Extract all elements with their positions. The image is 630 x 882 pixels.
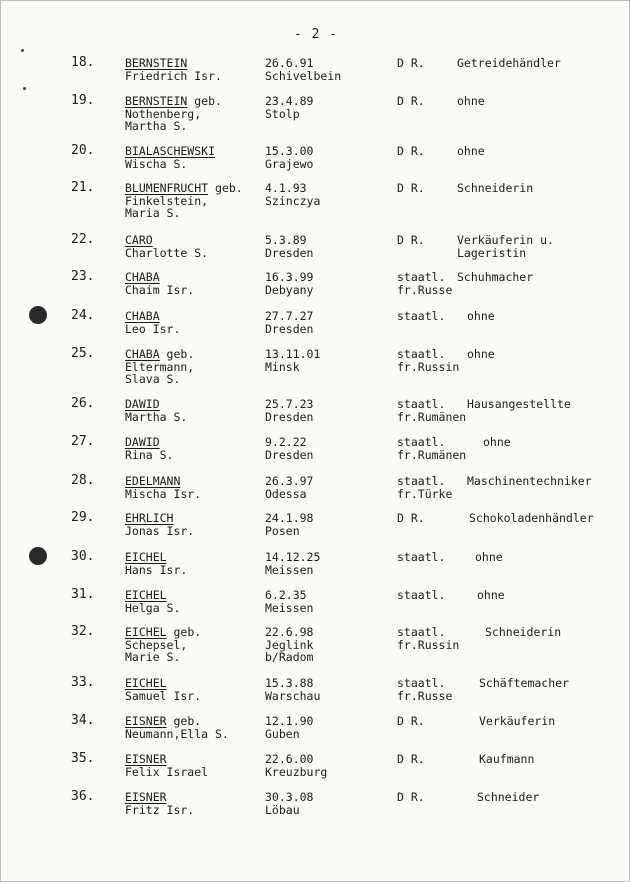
name-line: Rina S.: [125, 447, 174, 462]
entry-nationality: [397, 791, 425, 804]
birth-place: Löbau: [265, 802, 300, 817]
entry-surname: EICHEL: [125, 625, 167, 639]
entry-occupation: [457, 145, 485, 158]
entry-occupation: [457, 57, 561, 70]
name-line: [125, 475, 201, 488]
entry-surname: EISNER: [125, 752, 167, 766]
occupation-line: Hausangestellte: [467, 397, 571, 411]
entry-number: 29.: [71, 510, 95, 525]
entry-number: 21.: [71, 180, 95, 195]
name-line: Marie S.: [125, 650, 181, 664]
entry-occupation: [467, 398, 571, 411]
name-line: Mischa Isr.: [125, 486, 202, 501]
name-line: Schepsel,: [125, 637, 188, 652]
nationality-line: staatl.: [397, 550, 446, 564]
entry-nationality: [397, 512, 425, 525]
entry-nationality: [397, 145, 425, 158]
entry-surname: CARO: [125, 233, 153, 247]
entry-name: [125, 715, 229, 740]
occupation-line: ohne: [467, 347, 495, 361]
entry-number: 18.: [71, 55, 95, 70]
birth-place: b/Radom: [265, 650, 314, 664]
entry-nationality: [397, 475, 452, 500]
entry-nationality: [397, 715, 425, 728]
entry-name: [125, 182, 243, 220]
name-line: Slava S.: [125, 372, 181, 386]
entry-occupation: [457, 271, 533, 284]
birth-date: 30.3.08: [265, 790, 314, 804]
entry-surname: EISNER: [125, 790, 167, 804]
entry-nationality: [397, 95, 425, 108]
name-line: [125, 589, 180, 602]
entry-birth: [265, 182, 320, 207]
entry-surname: EICHEL: [125, 550, 167, 564]
nationality-line: D R.: [397, 233, 425, 247]
occupation-line: Schäftemacher: [479, 676, 570, 690]
entry-nationality: [397, 234, 425, 247]
entry-number: 27.: [71, 434, 95, 449]
name-line: [125, 348, 194, 361]
nationality-line: fr.Russe: [397, 688, 453, 703]
name-line: [125, 57, 222, 70]
page-number: - 2 -: [293, 27, 339, 42]
entry-occupation: [457, 95, 485, 108]
occupation-line: Schneider: [477, 790, 540, 804]
name-line: [125, 95, 222, 108]
birth-date: 25.7.23: [265, 397, 314, 411]
nationality-line: staatl.: [397, 625, 446, 639]
birth-date: 16.3.99: [265, 270, 314, 284]
name-line: [125, 677, 201, 690]
nationality-line: staatl.: [397, 347, 446, 361]
entry-surname: EICHEL: [125, 588, 167, 602]
name-line: [125, 551, 187, 564]
punch-hole: [29, 306, 47, 324]
name-line: [125, 145, 215, 158]
entry-surname: BIALASCHEWSKI: [125, 144, 216, 158]
birth-date: 26.6.91: [265, 56, 314, 70]
nationality-line: fr.Rumänen: [397, 409, 467, 424]
birth-place: Dresden: [265, 321, 314, 336]
birth-place: Jeglink: [265, 637, 314, 652]
paper-speck: [21, 49, 24, 52]
nationality-line: fr.Russe: [397, 282, 453, 297]
entry-number: 25.: [71, 346, 95, 361]
entry-birth: [265, 677, 320, 702]
occupation-line: ohne: [477, 588, 505, 602]
birth-place: Meissen: [265, 600, 314, 615]
entry-nationality: [397, 551, 445, 564]
entry-birth: [265, 57, 341, 82]
birth-date: 5.3.89: [265, 233, 307, 247]
birth-date: 26.3.97: [265, 474, 314, 488]
name-suffix: geb.: [166, 625, 202, 639]
entry-occupation: [477, 589, 505, 602]
occupation-line: Kaufmann: [479, 752, 535, 766]
name-line: [125, 234, 208, 247]
entry-number: 24.: [71, 308, 95, 323]
name-line: Finkelstein,: [125, 193, 209, 208]
entry-surname: EICHEL: [125, 676, 167, 690]
entry-surname: CHABA: [125, 347, 160, 361]
birth-date: 14.12.25: [265, 550, 321, 564]
birth-place: Odessa: [265, 486, 307, 501]
entry-name: [125, 398, 187, 423]
entry-birth: [265, 436, 313, 461]
entry-surname: DAWID: [125, 397, 160, 411]
nationality-line: D R.: [397, 511, 425, 525]
entry-birth: [265, 271, 313, 296]
entry-surname: EISNER: [125, 714, 167, 728]
name-line: Wischa S.: [125, 156, 188, 171]
entry-name: [125, 310, 180, 335]
name-line: Fritz Isr.: [125, 802, 195, 817]
birth-place: Meissen: [265, 562, 314, 577]
entry-surname: EHRLICH: [125, 511, 174, 525]
nationality-line: fr.Rumänen: [397, 447, 467, 462]
name-line: Hans Isr.: [125, 562, 188, 577]
entry-number: 23.: [71, 269, 95, 284]
entry-occupation: [467, 310, 495, 323]
name-line: [125, 398, 187, 411]
nationality-line: staatl.: [397, 588, 446, 602]
occupation-line: Schneiderin: [457, 181, 534, 195]
occupation-line: ohne: [483, 435, 511, 449]
entry-birth: [265, 310, 313, 335]
birth-place: Warschau: [265, 688, 321, 703]
birth-date: 12.1.90: [265, 714, 314, 728]
occupation-line: Getreidehändler: [457, 56, 561, 70]
entry-birth: [265, 589, 313, 614]
name-suffix: geb.: [208, 181, 243, 195]
entry-occupation: [483, 436, 511, 449]
entry-nationality: [397, 182, 425, 195]
entry-number: 34.: [71, 713, 95, 728]
birth-place: Stolp: [265, 106, 300, 121]
name-line: [125, 512, 194, 525]
entry-occupation: [467, 348, 495, 361]
entry-birth: [265, 715, 313, 740]
entry-number: 31.: [71, 587, 95, 602]
nationality-line: staatl.: [397, 435, 446, 449]
entry-name: [125, 626, 201, 664]
name-line: Jonas Isr.: [125, 523, 195, 538]
entry-occupation: [469, 512, 594, 525]
entry-name: [125, 271, 194, 296]
entry-number: 28.: [71, 473, 95, 488]
entry-occupation: [475, 551, 503, 564]
entry-occupation: [477, 791, 539, 804]
birth-place: Szinczya: [265, 193, 321, 208]
name-line: Maria S.: [125, 206, 181, 220]
entry-nationality: [397, 677, 452, 702]
entry-name: [125, 95, 222, 133]
entry-surname: BLUMENFRUCHT: [125, 181, 209, 195]
entry-name: [125, 475, 201, 500]
entry-number: 26.: [71, 396, 95, 411]
entry-name: [125, 512, 194, 537]
birth-date: 4.1.93: [265, 181, 307, 195]
nationality-line: staatl.: [397, 309, 446, 323]
entry-name: [125, 145, 215, 170]
entry-occupation: [457, 182, 533, 195]
occupation-line: ohne: [475, 550, 503, 564]
occupation-line: Verkäuferin u.: [457, 233, 554, 247]
birth-date: 23.4.89: [265, 94, 314, 108]
entry-name: [125, 677, 201, 702]
entry-birth: [265, 234, 313, 259]
entry-birth: [265, 95, 313, 120]
entry-number: 20.: [71, 143, 95, 158]
occupation-line: ohne: [457, 94, 485, 108]
entry-birth: [265, 512, 313, 537]
entry-nationality: [397, 626, 459, 651]
name-line: Martha S.: [125, 409, 188, 424]
entry-nationality: [397, 589, 445, 602]
entry-number: 33.: [71, 675, 95, 690]
birth-place: Dresden: [265, 409, 314, 424]
nationality-line: D R.: [397, 181, 425, 195]
name-line: [125, 626, 201, 639]
birth-date: 22.6.98: [265, 625, 314, 639]
entry-name: [125, 753, 208, 778]
entry-surname: BERNSTEIN: [125, 56, 188, 70]
birth-place: Dresden: [265, 245, 314, 260]
birth-date: 22.6.00: [265, 752, 314, 766]
birth-place: Dresden: [265, 447, 314, 462]
nationality-line: staatl.: [397, 270, 446, 284]
entry-birth: [265, 753, 327, 778]
nationality-line: staatl.: [397, 474, 446, 488]
entry-occupation: [479, 753, 534, 766]
entry-nationality: [397, 310, 445, 323]
name-suffix: geb.: [166, 714, 202, 728]
birth-place: Guben: [265, 726, 300, 741]
name-line: Helga S.: [125, 600, 181, 615]
occupation-line: Maschinentechniker: [467, 474, 592, 488]
occupation-line: ohne: [467, 309, 495, 323]
birth-date: 27.7.27: [265, 309, 314, 323]
name-line: Friedrich Isr.: [125, 68, 222, 83]
name-suffix: geb.: [159, 347, 195, 361]
name-line: Leo Isr.: [125, 321, 181, 336]
entry-surname: CHABA: [125, 309, 160, 323]
entry-birth: [265, 348, 320, 373]
entry-surname: EDELMANN: [125, 474, 181, 488]
occupation-line: Lageristin: [457, 245, 527, 260]
entry-surname: DAWID: [125, 435, 160, 449]
entry-name: [125, 348, 194, 386]
name-line: Charlotte S.: [125, 245, 209, 260]
entry-number: 35.: [71, 751, 95, 766]
name-line: [125, 310, 180, 323]
nationality-line: D R.: [397, 144, 425, 158]
entry-surname: BERNSTEIN: [125, 94, 188, 108]
paper-speck: [23, 87, 26, 90]
occupation-line: Schokoladenhändler: [469, 511, 594, 525]
entry-name: [125, 551, 187, 576]
entry-name: [125, 791, 194, 816]
entry-occupation: [479, 677, 569, 690]
birth-place: Posen: [265, 523, 300, 538]
entry-occupation: [485, 626, 561, 639]
nationality-line: D R.: [397, 94, 425, 108]
birth-date: 9.2.22: [265, 435, 307, 449]
name-line: [125, 791, 194, 804]
birth-place: Kreuzburg: [265, 764, 328, 779]
entry-nationality: [397, 57, 425, 70]
name-line: [125, 271, 194, 284]
birth-place: Debyany: [265, 282, 314, 297]
occupation-line: Schuhmacher: [457, 270, 534, 284]
entry-number: 30.: [71, 549, 95, 564]
nationality-line: fr.Türke: [397, 486, 453, 501]
nationality-line: D R.: [397, 752, 425, 766]
name-line: Martha S.: [125, 119, 188, 133]
occupation-line: Schneiderin: [485, 625, 562, 639]
entry-number: 32.: [71, 624, 95, 639]
name-line: [125, 436, 173, 449]
occupation-line: Verkäuferin: [479, 714, 556, 728]
punch-hole: [29, 547, 47, 565]
entry-name: [125, 436, 173, 461]
birth-place: Minsk: [265, 359, 300, 374]
entry-nationality: [397, 398, 466, 423]
nationality-line: staatl.: [397, 676, 446, 690]
entry-nationality: [397, 348, 459, 373]
entry-birth: [265, 398, 313, 423]
entry-name: [125, 589, 180, 614]
birth-date: 6.2.35: [265, 588, 307, 602]
name-line: [125, 753, 208, 766]
birth-date: 13.11.01: [265, 347, 321, 361]
nationality-line: fr.Russin: [397, 637, 460, 652]
nationality-line: D R.: [397, 714, 425, 728]
entry-nationality: [397, 271, 452, 296]
name-line: [125, 715, 229, 728]
birth-date: 15.3.88: [265, 676, 314, 690]
nationality-line: D R.: [397, 56, 425, 70]
entry-occupation: [457, 234, 554, 259]
birth-date: 15.3.00: [265, 144, 314, 158]
entry-number: 19.: [71, 93, 95, 108]
birth-date: 24.1.98: [265, 511, 314, 525]
entry-birth: [265, 551, 320, 576]
entry-occupation: [479, 715, 555, 728]
entry-birth: [265, 145, 313, 170]
entry-occupation: [467, 475, 592, 488]
birth-place: Schivelbein: [265, 68, 342, 83]
entry-nationality: [397, 753, 425, 766]
entry-name: [125, 57, 222, 82]
birth-place: Grajewo: [265, 156, 314, 171]
entry-birth: [265, 475, 313, 500]
name-suffix: geb.: [187, 94, 222, 108]
entry-birth: [265, 626, 313, 664]
name-line: Nothenberg,: [125, 106, 202, 121]
name-line: Felix Israel: [125, 764, 209, 779]
name-line: [125, 182, 243, 195]
occupation-line: ohne: [457, 144, 485, 158]
nationality-line: staatl.: [397, 397, 446, 411]
entry-surname: CHABA: [125, 270, 160, 284]
entry-number: 22.: [71, 232, 95, 247]
name-line: Neumann,Ella S.: [125, 726, 229, 741]
name-line: Chaim Isr.: [125, 282, 195, 297]
nationality-line: fr.Russin: [397, 359, 460, 374]
name-line: Eltermann,: [125, 359, 195, 374]
entry-nationality: [397, 436, 466, 461]
entry-name: [125, 234, 208, 259]
nationality-line: D R.: [397, 790, 425, 804]
name-line: Samuel Isr.: [125, 688, 202, 703]
entry-birth: [265, 791, 313, 816]
entry-number: 36.: [71, 789, 95, 804]
